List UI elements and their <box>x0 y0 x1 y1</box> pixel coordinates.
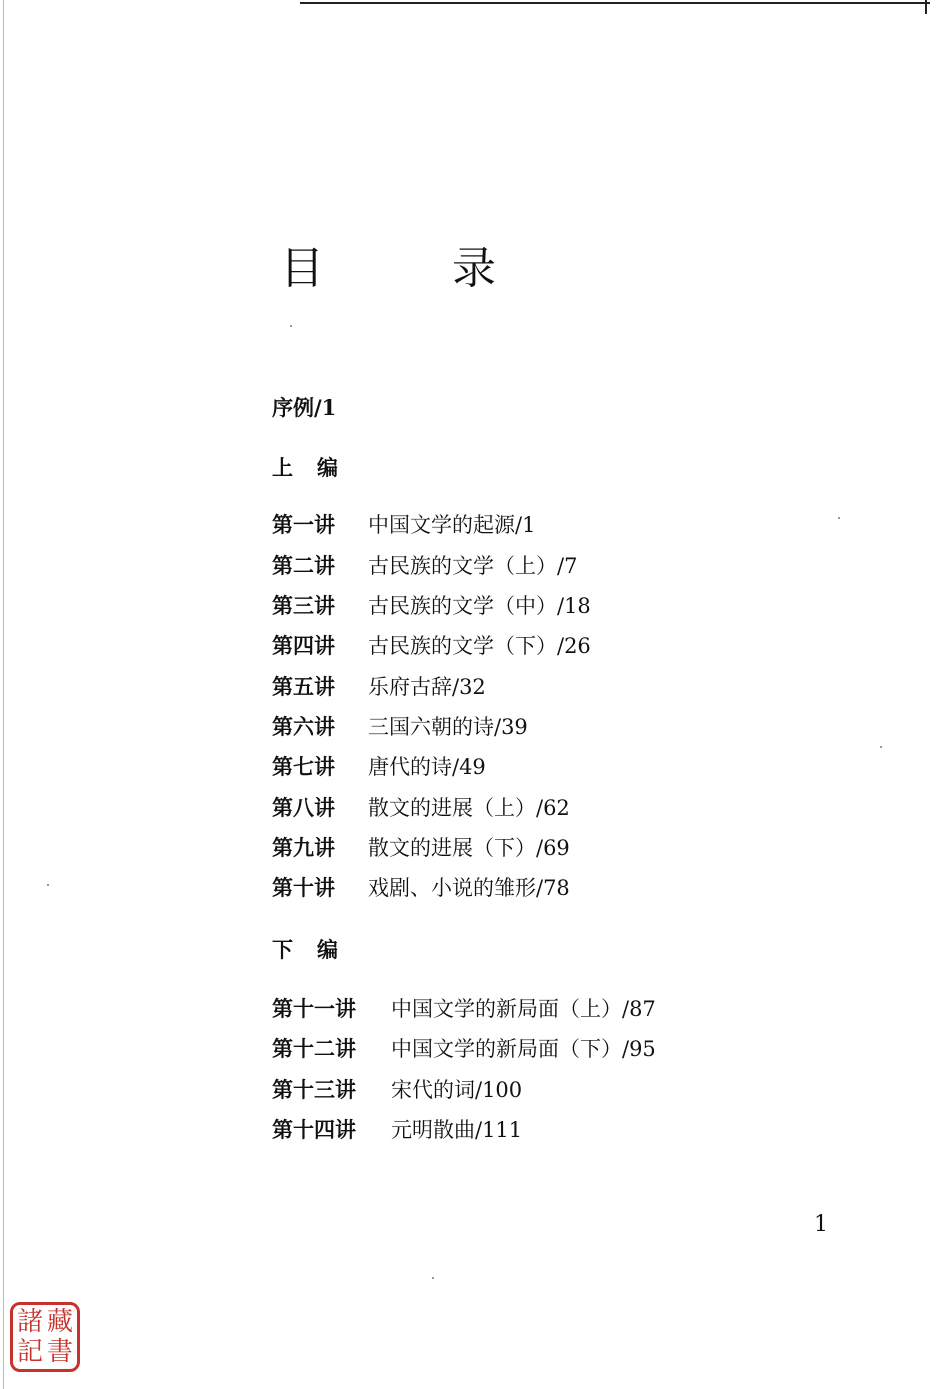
toc-entry <box>272 511 535 539</box>
lecture-number: 第十三讲 <box>272 1077 356 1102</box>
seal-char: 書 <box>46 1337 73 1367</box>
lecture-title: 古民族的文学（中）/18 <box>368 594 591 618</box>
toc-preface: 序例/1 <box>272 395 337 420</box>
toc-entry <box>272 1035 656 1063</box>
page-top-border <box>300 2 930 4</box>
scan-speck <box>432 1277 434 1279</box>
lecture-title: 古民族的文学（下）/26 <box>368 634 591 658</box>
lecture-number: 第五讲 <box>272 674 335 699</box>
lecture-title: 散文的进展（上）/62 <box>368 796 570 820</box>
lecture-number: 第十二讲 <box>272 1036 356 1061</box>
scan-speck <box>47 884 49 886</box>
lecture-title: 戏剧、小说的雏形/78 <box>368 876 570 900</box>
lecture-title: 唐代的诗/49 <box>368 755 486 779</box>
toc-entry <box>272 592 591 620</box>
lecture-number: 第八讲 <box>272 795 335 820</box>
toc-entry <box>272 753 486 781</box>
scan-speck <box>838 517 840 519</box>
seal-char: 藏 <box>46 1307 73 1337</box>
section-heading-lower: 下编 <box>272 937 362 962</box>
lecture-title: 中国文学的新局面（下）/95 <box>391 1037 656 1061</box>
toc-entry <box>272 552 577 580</box>
toc-entry <box>272 632 591 660</box>
page-title: 目 录 <box>280 243 538 294</box>
lecture-number: 第十讲 <box>272 875 335 900</box>
lecture-title: 古民族的文学（上）/7 <box>368 554 578 578</box>
toc-entry <box>272 794 570 822</box>
lecture-number: 第十一讲 <box>272 996 356 1021</box>
lecture-number: 第七讲 <box>272 754 335 779</box>
lecture-number: 第二讲 <box>272 553 335 578</box>
toc-entry <box>272 713 528 741</box>
lecture-number: 第九讲 <box>272 835 335 860</box>
lecture-number: 第三讲 <box>272 593 335 618</box>
toc-entry <box>272 874 570 902</box>
toc-entry <box>272 995 656 1023</box>
seal-char: 諸 <box>16 1307 43 1337</box>
lecture-number: 第一讲 <box>272 512 335 537</box>
lecture-title: 三国六朝的诗/39 <box>368 715 528 739</box>
collector-seal <box>10 1302 80 1372</box>
toc-entry <box>272 673 486 701</box>
lecture-number: 第十四讲 <box>272 1117 356 1142</box>
seal-char: 記 <box>16 1337 43 1367</box>
scan-speck <box>880 746 882 748</box>
toc-entry <box>272 834 570 862</box>
page-left-border <box>3 0 4 1389</box>
lecture-title: 乐府古辞/32 <box>368 675 486 699</box>
lecture-title: 中国文学的起源/1 <box>368 513 536 537</box>
toc-entry <box>272 1116 522 1144</box>
lecture-title: 中国文学的新局面（上）/87 <box>391 997 656 1021</box>
lecture-title: 宋代的词/100 <box>391 1078 523 1102</box>
scan-speck <box>290 325 292 327</box>
lecture-title: 散文的进展（下）/69 <box>368 836 570 860</box>
lecture-number: 第四讲 <box>272 633 335 658</box>
lecture-number: 第六讲 <box>272 714 335 739</box>
page-right-border <box>925 0 927 14</box>
page-number: 1 <box>814 1212 828 1237</box>
section-heading-upper: 上编 <box>272 455 362 480</box>
lecture-title: 元明散曲/111 <box>391 1118 523 1142</box>
toc-entry <box>272 1076 522 1104</box>
